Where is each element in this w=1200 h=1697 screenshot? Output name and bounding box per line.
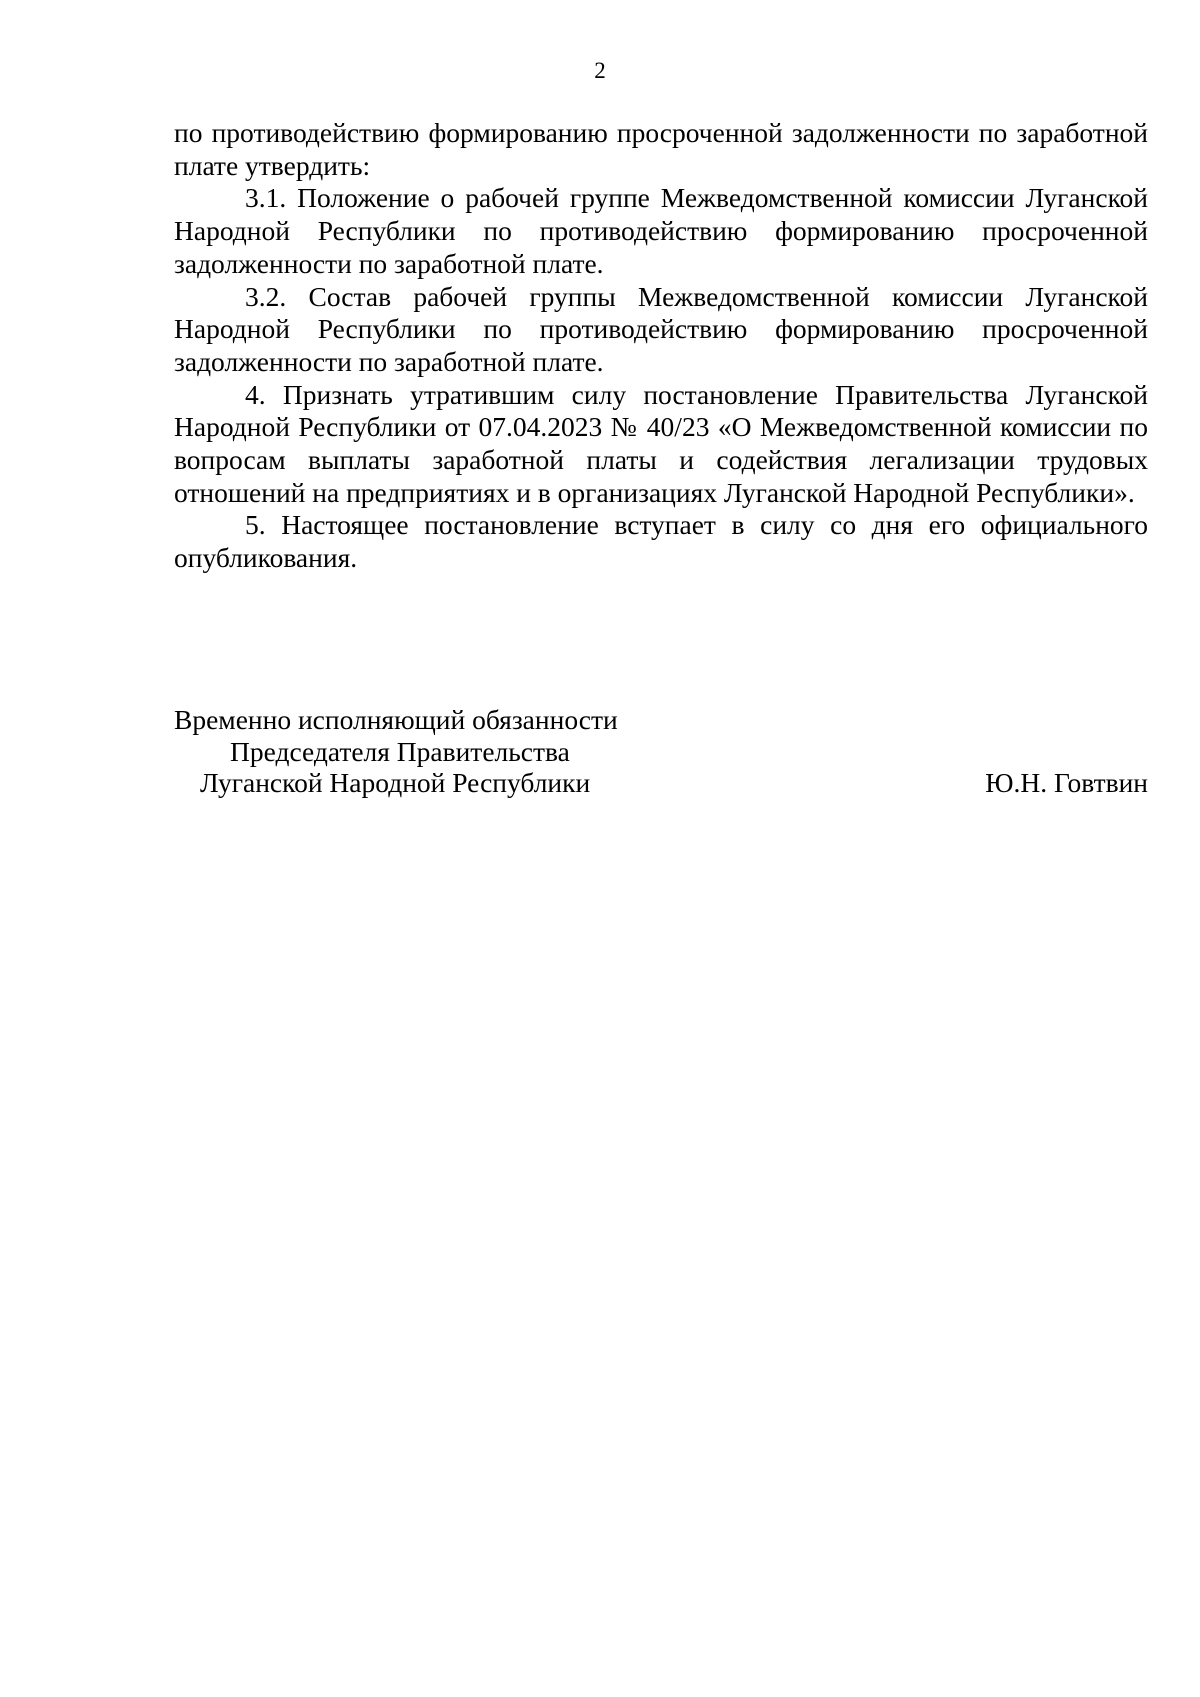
paragraph-3-2: 3.2. Состав рабочей группы Межведомственной комиссии Луганской Народной Республики по противодействию формированию просроченной задолженности по заработной плате. [174,280,1148,377]
signatory-position-line-3 [174,767,1148,799]
signatory-position-line-2: Председателя Правительства [230,735,570,767]
paragraph-3-1: 3.1. Положение о рабочей группе Межведомственной комиссии Луганской Народной Республики по противодействию формированию просроченной задолженности по заработной плате. [174,182,1148,279]
signatory-name: Ю.Н. Говтвин [985,767,1148,798]
page-number: 2 [594,58,606,83]
signatory-position-line-1: Временно исполняющий обязанности [174,704,618,735]
paragraph-4: 4. Признать утратившим силу постановление Правительства Луганской Народной Республики от 07.04.2023 № 40/23 «О Межведомственной комиссии по вопросам выплаты заработной платы и содействия легализации трудовых отношений на предприятиях и в организациях Луганской Народной Республики». [174,378,1148,508]
document-body [174,117,1148,575]
paragraph: по противодействию формированию просроченной задолженности по заработной плате утвердить: [174,117,1148,181]
signature-block [174,704,1148,799]
paragraph-5: 5. Настоящее постановление вступает в силу со дня его официального опубликования. [174,509,1148,574]
signatory-position-line-3-text: Луганской Народной Республики [200,767,591,798]
